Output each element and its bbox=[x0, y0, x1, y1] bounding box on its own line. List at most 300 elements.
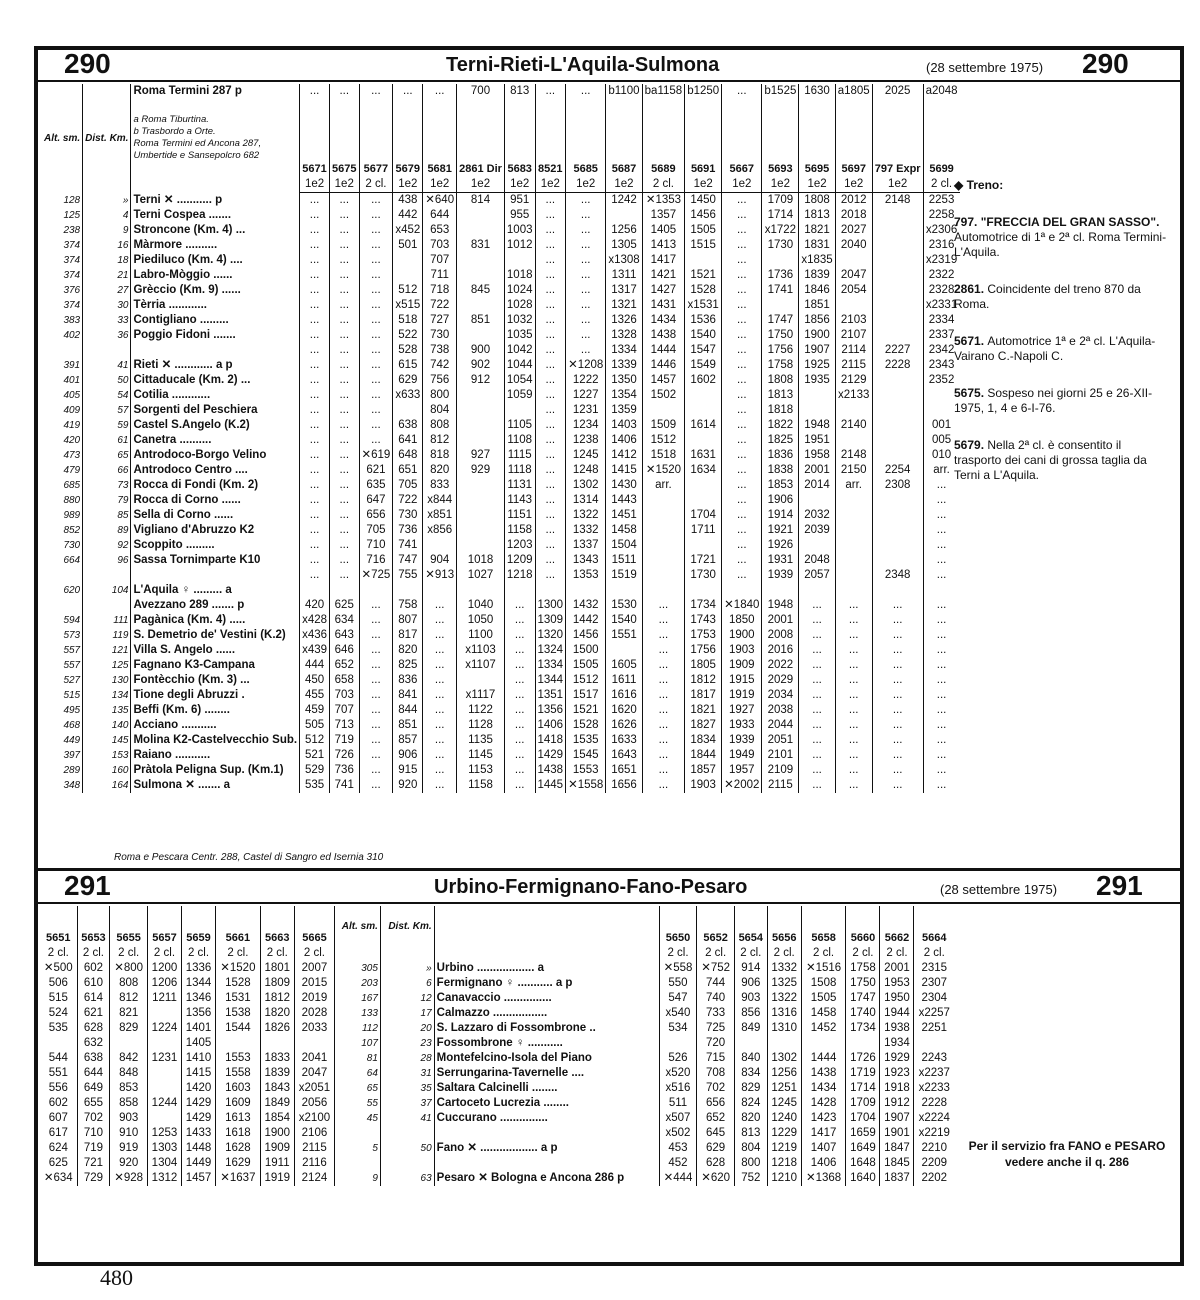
time-cell: 610 bbox=[77, 976, 110, 991]
time-cell: ... bbox=[359, 343, 393, 358]
time-cell: 736 bbox=[330, 763, 359, 778]
time-cell: 1839 bbox=[799, 268, 835, 283]
class-label: 1e2 bbox=[799, 177, 835, 193]
time-cell: 1758 bbox=[846, 961, 880, 976]
time-cell: 1656 bbox=[606, 778, 642, 793]
distance: 66 bbox=[83, 463, 131, 478]
class-label: 1e2 bbox=[685, 177, 722, 193]
time-cell: ... bbox=[535, 478, 566, 493]
time-cell: ... bbox=[330, 418, 359, 433]
time-cell: 756 bbox=[423, 373, 457, 388]
time-cell: 702 bbox=[77, 1111, 110, 1126]
time-cell: 2115 bbox=[835, 358, 872, 373]
distance: 59 bbox=[83, 418, 131, 433]
altitude: 374 bbox=[63, 240, 81, 251]
time-cell: 820 bbox=[423, 463, 457, 478]
altitude: 203 bbox=[335, 976, 381, 991]
time-cell: 744 bbox=[697, 976, 735, 991]
distance: 63 bbox=[380, 1171, 434, 1186]
time-cell: ... bbox=[359, 268, 393, 283]
time-cell: ... bbox=[566, 253, 606, 268]
time-cell: ... bbox=[423, 733, 457, 748]
time-cell: 1446 bbox=[642, 358, 685, 373]
station-name: Fermignano ♀ ........... a p bbox=[434, 976, 659, 991]
altitude: 374 bbox=[63, 300, 81, 311]
station-row bbox=[42, 478, 960, 493]
time-cell: 1248 bbox=[566, 463, 606, 478]
time-cell: 740 bbox=[697, 991, 735, 1006]
time-cell: ... bbox=[330, 538, 359, 553]
class-label: 1e2 bbox=[423, 177, 457, 193]
time-cell: 1332 bbox=[767, 961, 801, 976]
time-cell: 1309 bbox=[535, 613, 566, 628]
time-cell: 1844 bbox=[685, 748, 722, 763]
time-cell bbox=[685, 493, 722, 508]
time-cell: 1359 bbox=[606, 403, 642, 418]
time-cell: 920 bbox=[393, 778, 423, 793]
time-cell: ... bbox=[642, 688, 685, 703]
time-cell: 2116 bbox=[294, 1156, 334, 1171]
time-cell: 817 bbox=[393, 628, 423, 643]
time-cell: 1320 bbox=[535, 628, 566, 643]
train-number-row bbox=[42, 99, 960, 177]
time-cell: 812 bbox=[110, 991, 148, 1006]
time-cell: ... bbox=[330, 298, 359, 313]
time-cell: 1339 bbox=[606, 358, 642, 373]
time-cell: 644 bbox=[423, 208, 457, 223]
time-cell: ... bbox=[923, 508, 959, 523]
time-cell: ... bbox=[423, 748, 457, 763]
station-name: Tèrria ............ bbox=[131, 298, 300, 313]
time-cell: ... bbox=[799, 613, 835, 628]
time-cell bbox=[457, 583, 505, 598]
time-cell bbox=[642, 568, 685, 583]
note-heading: 5679. bbox=[954, 438, 988, 452]
station-row bbox=[40, 1111, 954, 1126]
class-label: 2 cl. bbox=[801, 946, 846, 961]
time-cell: 849 bbox=[734, 1021, 767, 1036]
time-cell: 713 bbox=[330, 718, 359, 733]
time-cell: ... bbox=[359, 283, 393, 298]
time-cell: ... bbox=[535, 283, 566, 298]
table-291-header bbox=[38, 872, 1180, 904]
time-cell: 1719 bbox=[846, 1066, 880, 1081]
time-cell: 2150 bbox=[835, 463, 872, 478]
time-cell bbox=[685, 583, 722, 598]
time-cell: 453 bbox=[659, 1141, 697, 1156]
note-body: Automotrice di 1ª e 2ª cl. Roma Termini-L'Aquila. bbox=[954, 230, 1167, 259]
time-cell bbox=[835, 433, 872, 448]
time-cell: 825 bbox=[393, 658, 423, 673]
time-cell: ... bbox=[799, 628, 835, 643]
time-cell: 715 bbox=[697, 1051, 735, 1066]
time-cell: 1906 bbox=[762, 493, 799, 508]
time-cell: 442 bbox=[393, 208, 423, 223]
time-cell: ... bbox=[504, 733, 535, 748]
timetable-291-grid bbox=[40, 906, 954, 1258]
table-date: (28 settembre 1975) bbox=[940, 882, 1058, 897]
time-cell: 2227 bbox=[872, 343, 923, 358]
class-label: 2 cl. bbox=[181, 946, 215, 961]
time-cell: ... bbox=[535, 493, 566, 508]
station-row bbox=[40, 1126, 954, 1141]
time-cell: 1758 bbox=[762, 358, 799, 373]
time-cell bbox=[642, 583, 685, 598]
time-cell: x2224 bbox=[914, 1111, 954, 1126]
time-cell: ✕619 bbox=[359, 448, 393, 463]
time-cell: ... bbox=[722, 358, 762, 373]
time-cell: 1909 bbox=[260, 1141, 294, 1156]
time-cell: 556 bbox=[48, 1082, 68, 1094]
station-row bbox=[42, 373, 960, 388]
time-cell: 655 bbox=[77, 1096, 110, 1111]
class-label: 1e2 bbox=[504, 177, 535, 193]
station-row bbox=[40, 1051, 954, 1066]
time-cell bbox=[872, 268, 923, 283]
distance: 6 bbox=[380, 976, 434, 991]
station-column-header bbox=[434, 906, 659, 946]
origin-time: ... bbox=[566, 84, 606, 99]
time-cell: ... bbox=[923, 613, 959, 628]
time-cell: 1714 bbox=[846, 1081, 880, 1096]
time-cell: 1032 bbox=[504, 313, 535, 328]
spacer bbox=[335, 946, 381, 961]
time-cell: 1857 bbox=[685, 763, 722, 778]
time-cell: ... bbox=[359, 628, 393, 643]
time-cell bbox=[393, 403, 423, 418]
train-number: 5699 bbox=[923, 99, 959, 177]
time-cell: 708 bbox=[697, 1066, 735, 1081]
time-cell bbox=[872, 373, 923, 388]
time-cell: 2109 bbox=[762, 763, 799, 778]
time-cell: 1914 bbox=[762, 508, 799, 523]
time-cell bbox=[799, 388, 835, 403]
train-number: 5652 bbox=[697, 906, 735, 946]
origin-time: ... bbox=[300, 84, 330, 99]
time-cell: 1519 bbox=[606, 568, 642, 583]
time-cell: ... bbox=[300, 553, 330, 568]
time-cell: 1229 bbox=[767, 1126, 801, 1141]
station-name: Terni Cospea ....... bbox=[131, 208, 300, 223]
train-number: 5683 bbox=[504, 99, 535, 177]
time-cell: 1354 bbox=[606, 388, 642, 403]
time-cell bbox=[872, 388, 923, 403]
time-cell: 1734 bbox=[846, 1021, 880, 1036]
time-cell: 1303 bbox=[147, 1141, 181, 1156]
time-cell: 1314 bbox=[566, 493, 606, 508]
station-row bbox=[40, 1036, 954, 1051]
time-cell: ... bbox=[722, 193, 762, 209]
time-cell: 1714 bbox=[762, 208, 799, 223]
time-cell bbox=[393, 268, 423, 283]
station-name: Sulmona ✕ ....... a bbox=[131, 778, 300, 793]
page-number: 480 bbox=[100, 1265, 133, 1290]
distance: 130 bbox=[83, 673, 131, 688]
time-cell: 906 bbox=[393, 748, 423, 763]
train-number: 5681 bbox=[423, 99, 457, 177]
time-cell: 1903 bbox=[685, 778, 722, 793]
time-cell: 2014 bbox=[799, 478, 835, 493]
time-cell: 747 bbox=[393, 553, 423, 568]
spacer bbox=[380, 946, 434, 961]
time-cell: ... bbox=[566, 208, 606, 223]
train-number: 5689 bbox=[642, 99, 685, 177]
time-cell: 1726 bbox=[846, 1051, 880, 1066]
time-cell: ... bbox=[722, 478, 762, 493]
time-cell: 1741 bbox=[762, 283, 799, 298]
train-number: 2861 Dir bbox=[457, 99, 505, 177]
time-cell: ... bbox=[535, 208, 566, 223]
time-cell bbox=[457, 478, 505, 493]
origin-time: ... bbox=[359, 84, 393, 99]
time-cell: ... bbox=[722, 238, 762, 253]
time-cell: 1128 bbox=[457, 718, 505, 733]
station-row bbox=[42, 388, 960, 403]
time-cell: 1934 bbox=[880, 1036, 914, 1051]
time-cell: ... bbox=[566, 223, 606, 238]
time-cell: 951 bbox=[504, 193, 535, 209]
time-cell: 2015 bbox=[294, 976, 334, 991]
class-label: 2 cl. bbox=[697, 946, 735, 961]
time-cell: 710 bbox=[77, 1126, 110, 1141]
time-cell: 1923 bbox=[880, 1066, 914, 1081]
time-cell bbox=[642, 403, 685, 418]
origin-time: ba1158 bbox=[642, 84, 685, 99]
time-cell: ... bbox=[642, 703, 685, 718]
time-cell: 1305 bbox=[606, 238, 642, 253]
time-cell: 1512 bbox=[642, 433, 685, 448]
time-cell bbox=[923, 583, 959, 598]
distance: 85 bbox=[83, 508, 131, 523]
time-cell: 1407 bbox=[801, 1141, 846, 1156]
altitude: 557 bbox=[63, 660, 81, 671]
time-cell: ... bbox=[642, 778, 685, 793]
train-number: 5656 bbox=[767, 906, 801, 946]
time-cell: 1843 bbox=[260, 1081, 294, 1096]
time-cell: ... bbox=[330, 433, 359, 448]
time-cell: 1821 bbox=[799, 223, 835, 238]
time-cell: 814 bbox=[457, 193, 505, 209]
station-row bbox=[42, 448, 960, 463]
time-cell: ... bbox=[566, 328, 606, 343]
distance bbox=[380, 1156, 434, 1171]
time-cell bbox=[504, 253, 535, 268]
altitude: 880 bbox=[63, 495, 81, 506]
time-cell: 629 bbox=[393, 373, 423, 388]
time-cell: ... bbox=[722, 538, 762, 553]
time-cell: x502 bbox=[659, 1126, 697, 1141]
train-number: 8521 bbox=[535, 99, 566, 177]
time-cell: 834 bbox=[734, 1066, 767, 1081]
distance: 160 bbox=[83, 763, 131, 778]
time-cell bbox=[685, 478, 722, 493]
time-cell: x436 bbox=[300, 628, 330, 643]
time-cell: ... bbox=[923, 478, 959, 493]
station-row bbox=[42, 658, 960, 673]
time-cell: ... bbox=[566, 283, 606, 298]
train-number: 5650 bbox=[659, 906, 697, 946]
altitude: 125 bbox=[63, 210, 81, 221]
time-cell: ... bbox=[359, 418, 393, 433]
time-cell: ... bbox=[722, 403, 762, 418]
station-row bbox=[42, 283, 960, 298]
time-cell: 644 bbox=[77, 1066, 110, 1081]
class-label: 2 cl. bbox=[260, 946, 294, 961]
station-row bbox=[40, 976, 954, 991]
time-cell: ... bbox=[300, 508, 330, 523]
distance: 135 bbox=[83, 703, 131, 718]
time-cell: 1820 bbox=[260, 1006, 294, 1021]
time-cell: ... bbox=[300, 268, 330, 283]
time-cell: 1517 bbox=[566, 688, 606, 703]
time-cell: 2343 bbox=[923, 358, 959, 373]
train-number: 5655 bbox=[110, 906, 148, 946]
time-cell: 1831 bbox=[799, 238, 835, 253]
time-cell bbox=[846, 1036, 880, 1051]
time-cell: 858 bbox=[110, 1096, 148, 1111]
time-cell: ... bbox=[835, 628, 872, 643]
time-cell: 1901 bbox=[880, 1126, 914, 1141]
time-cell: 1351 bbox=[535, 688, 566, 703]
time-cell: ... bbox=[359, 598, 393, 613]
time-cell: ... bbox=[535, 268, 566, 283]
distance: » bbox=[380, 961, 434, 976]
altitude: 65 bbox=[335, 1081, 381, 1096]
station-row bbox=[42, 778, 960, 793]
time-cell: 2115 bbox=[762, 778, 799, 793]
time-cell: ... bbox=[504, 748, 535, 763]
time-cell: 2033 bbox=[294, 1021, 334, 1036]
time-cell: 1907 bbox=[799, 343, 835, 358]
note-heading: 5671. bbox=[954, 334, 988, 348]
station-row bbox=[40, 1006, 954, 1021]
time-cell: 512 bbox=[300, 733, 330, 748]
time-cell: 1911 bbox=[260, 1156, 294, 1171]
time-cell: 1925 bbox=[799, 358, 835, 373]
time-cell: 450 bbox=[300, 673, 330, 688]
time-cell: ... bbox=[300, 463, 330, 478]
time-cell: ... bbox=[535, 388, 566, 403]
time-cell: 1105 bbox=[504, 418, 535, 433]
time-cell: x515 bbox=[393, 298, 423, 313]
altitude: 409 bbox=[63, 405, 81, 416]
time-cell: 1245 bbox=[566, 448, 606, 463]
station-name: L'Aquila ♀ ......... a bbox=[131, 583, 300, 598]
time-cell: 1633 bbox=[606, 733, 642, 748]
distance: 9 bbox=[83, 223, 131, 238]
class-label: 2 cl. bbox=[767, 946, 801, 961]
time-cell bbox=[457, 523, 505, 538]
note-heading: 797. "FRECCIA DEL GRAN SASSO". bbox=[954, 215, 1160, 229]
time-cell: ... bbox=[923, 523, 959, 538]
time-cell bbox=[685, 388, 722, 403]
table-290-header bbox=[38, 50, 1180, 82]
class-label: 1e2 bbox=[457, 177, 505, 193]
time-cell: 1321 bbox=[606, 298, 642, 313]
time-cell: ... bbox=[835, 658, 872, 673]
station-row bbox=[42, 688, 960, 703]
time-cell: 1244 bbox=[147, 1096, 181, 1111]
time-cell: 1336 bbox=[181, 961, 215, 976]
schedule-table bbox=[40, 906, 954, 1186]
time-cell: ... bbox=[642, 763, 685, 778]
time-cell: 831 bbox=[457, 238, 505, 253]
time-cell: 551 bbox=[48, 1067, 68, 1079]
station-row bbox=[42, 463, 960, 478]
train-number-row bbox=[40, 906, 954, 946]
time-cell: 522 bbox=[393, 328, 423, 343]
altitude: 989 bbox=[63, 510, 81, 521]
time-cell: 2107 bbox=[835, 328, 872, 343]
time-cell: ... bbox=[835, 688, 872, 703]
time-cell: 1433 bbox=[181, 1126, 215, 1141]
distance: 31 bbox=[380, 1066, 434, 1081]
time-cell: ... bbox=[923, 493, 959, 508]
time-cell: ... bbox=[330, 238, 359, 253]
altitude: 594 bbox=[63, 615, 81, 626]
time-cell bbox=[872, 523, 923, 538]
schedule-table bbox=[42, 84, 960, 793]
time-cell: 641 bbox=[393, 433, 423, 448]
time-cell: 656 bbox=[359, 508, 393, 523]
time-cell: 638 bbox=[393, 418, 423, 433]
altitude bbox=[42, 598, 83, 613]
time-cell: 829 bbox=[734, 1081, 767, 1096]
time-cell: ... bbox=[359, 703, 393, 718]
time-cell: ... bbox=[923, 703, 959, 718]
time-cell: 652 bbox=[330, 658, 359, 673]
time-cell bbox=[457, 253, 505, 268]
train-number: 5653 bbox=[77, 906, 110, 946]
time-cell: 1919 bbox=[260, 1171, 294, 1186]
origin-time: b1100 bbox=[606, 84, 642, 99]
time-cell: 2016 bbox=[762, 643, 799, 658]
connections-footer: Roma e Pescara Centr. 288, Castel di Sangro ed Isernia 310 bbox=[114, 852, 384, 863]
station-row bbox=[42, 583, 960, 598]
time-cell: 710 bbox=[359, 538, 393, 553]
time-cell: 1808 bbox=[799, 193, 835, 209]
time-cell: ... bbox=[872, 718, 923, 733]
time-cell: 1434 bbox=[642, 313, 685, 328]
time-cell: 2304 bbox=[914, 991, 954, 1006]
time-cell: ... bbox=[722, 493, 762, 508]
time-cell: 1845 bbox=[880, 1156, 914, 1171]
time-cell: ... bbox=[504, 688, 535, 703]
time-cell bbox=[147, 1066, 181, 1081]
time-cell: ... bbox=[535, 463, 566, 478]
time-cell: ... bbox=[359, 688, 393, 703]
time-cell: 2106 bbox=[294, 1126, 334, 1141]
time-cell: 2328 bbox=[923, 283, 959, 298]
time-cell: ... bbox=[799, 748, 835, 763]
distance: 18 bbox=[83, 253, 131, 268]
time-cell bbox=[722, 583, 762, 598]
station-row bbox=[42, 763, 960, 778]
distance bbox=[83, 343, 131, 358]
time-cell: x1117 bbox=[457, 688, 505, 703]
time-cell: 1958 bbox=[799, 448, 835, 463]
time-cell bbox=[535, 583, 566, 598]
time-cell: 1709 bbox=[846, 1096, 880, 1111]
distance: 140 bbox=[83, 718, 131, 733]
time-cell: 912 bbox=[457, 373, 505, 388]
station-row bbox=[42, 403, 960, 418]
altitude: 112 bbox=[335, 1021, 381, 1036]
time-cell bbox=[504, 583, 535, 598]
time-cell: 1950 bbox=[880, 991, 914, 1006]
time-cell bbox=[294, 1036, 334, 1051]
time-cell: 1300 bbox=[535, 598, 566, 613]
